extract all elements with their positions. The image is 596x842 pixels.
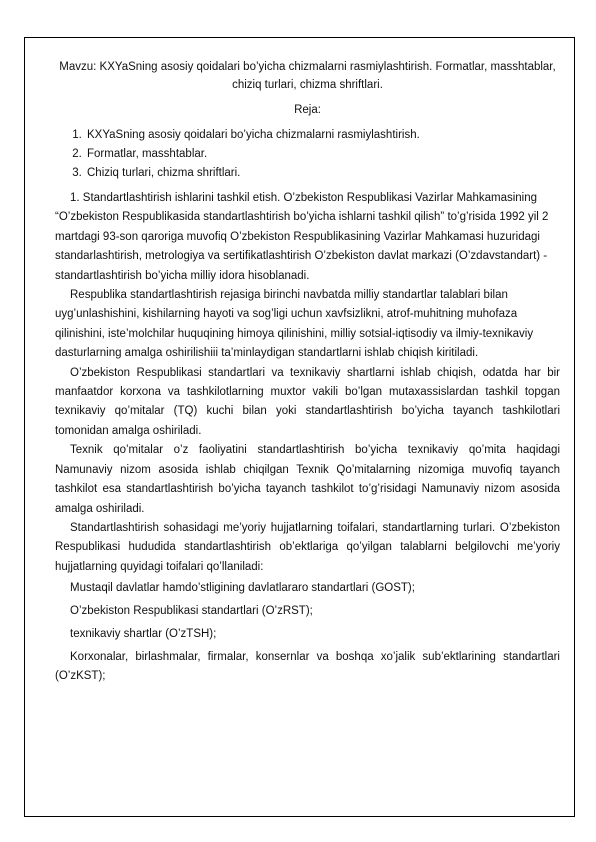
plan-item: 2. Formatlar, masshtablar. (85, 145, 560, 164)
list-item: Korxonalar, birlashmalar, firmalar, konsernlar va boshqa xo’jalik sub’ektlarining standartlari (O’zKST); (55, 651, 560, 683)
list-item: O’zbekiston Respublikasi standartlari (O’zRST); (70, 605, 313, 618)
list-item: Mustaqil davlatlar hamdo’stligining davlatlararo standartlari (GOST); (70, 582, 415, 595)
list-item: texnikaviy shartlar (O’zTSH); (70, 628, 217, 641)
document-body (55, 58, 560, 688)
paragraph-standardization-organization: 1. Standartlashtirish ishlarini tashkil etish. O’zbekiston Respublikasi Vazirlar Mahkamasining “O’zbekiston Respublikasida standartlashtirish bo’yicha ishlarni tashkil qilish” to’g’risida 1992 yil 2 martdagi 93-son qaroriga muvofiq O’zbekiston Respublikasining Vazirlar Mahkamasi huzuridagi standarlashtirish, metrologiya va sertifikatlashtirish O’zbekiston davlat markazi (O’zdavstandart) - standartlashtirish bo’yicha milliy idora hisoblanadi. (55, 192, 549, 282)
paragraph-document-categories: Standartlashtirish sohasidagi me’yoriy hujjatlarning toifalari, standartlarning turlari. O’zbekiston Respublikasi hududida standartlashtirish ob’ektlariga qo’yilgan talablarni belgilovchi me’yoriy hujjatlarning quyidagi toifalari qo’llaniladi: (55, 521, 560, 573)
paragraph-technical-committees: O’zbekiston Respublikasi standartlari va texnikaviy shartlarni ishlab chiqish, odatda har bir manfaatdor korxona va tashkilotlarning muxtor vakili bo’lgan mutaxassislardan tashkil topgan texnikaviy qo’mitalar (TQ) kuchi bilan yoki standartlashtirish bo’yicha tayanch tashkilotlari tomonidan amalga oshiriladi. (55, 366, 560, 437)
paragraph-standardization-plan: Respublika standartlashtirish rejasiga birinchi navbatda milliy standartlar talablari bilan uyg’unlashishini, kishilarning hayoti va sog’ligi uchun xavfsizlikni, atrof-muhitning muhofaza qilinishini, iste’molchilar huquqining himoya qilinishini, milliy sotsial-iqtisodiy va ilmiy-texnikaviy dasturlarning amalga oshirilishiii ta’minlaydigan standartlarni ishlab chiqish kiritiladi. (55, 289, 534, 360)
plan-list (55, 126, 560, 183)
plan-item: 3. Chiziq turlari, chizma shriftlari. (85, 164, 560, 183)
paragraph-committee-regulations: Texnik qo’mitalar o’z faoliyatini standartlashtirish bo’yicha texnikaviy qo’mita haqidagi Namunaviy nizom asosida ishlab chiqilgan Texnik Qo’mitalarning nizomiga muvofiq tayanch tashkilot esa standartlashtirish bo’yicha tayanch tashkilot to’g’risidagi Namunaviy nizom asosida amalga oshiriladi. (55, 444, 560, 515)
plan-item: 1. KXYaSning asosiy qoidalari bo’yicha chizmalarni rasmiylashtirish. (85, 126, 560, 145)
plan-heading: Reja: (294, 104, 321, 116)
document-title: Mavzu: KXYaSning asosiy qoidalari bo’yicha chizmalarni rasmiylashtirish. Formatlar, masshtablar, chiziq turlari, chizma shriftlari. (59, 61, 556, 91)
